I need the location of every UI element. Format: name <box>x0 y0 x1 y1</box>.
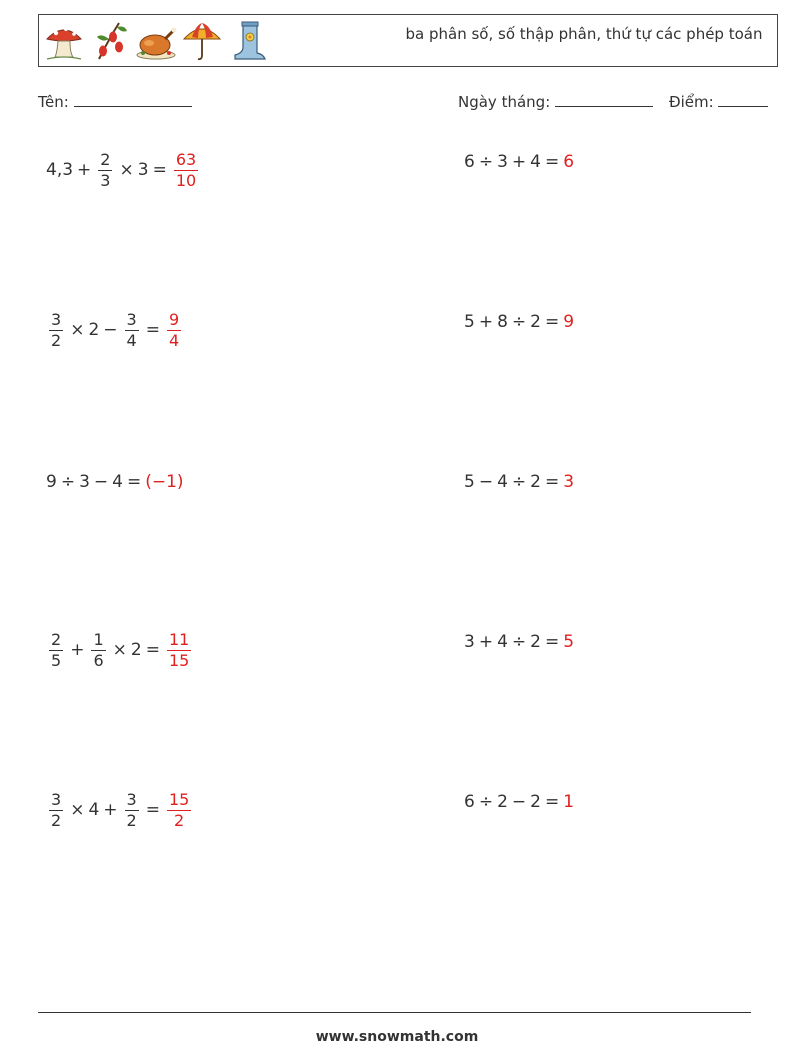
problem-6 <box>464 452 574 512</box>
name-blank[interactable] <box>74 92 192 107</box>
umbrella-icon <box>181 19 223 63</box>
score-field <box>669 92 768 111</box>
denominator: 6 <box>93 650 104 670</box>
problem-2 <box>464 132 574 192</box>
equals-sign: = <box>544 632 560 652</box>
numerator: 9 <box>168 309 180 329</box>
answer <box>174 150 198 191</box>
mushroom-icon <box>43 19 85 63</box>
problem-5 <box>46 452 184 512</box>
denominator: 4 <box>126 330 137 350</box>
number: 5 <box>464 472 475 492</box>
problem-10 <box>464 772 574 832</box>
equals-sign: = <box>544 472 560 492</box>
answer: 3 <box>563 472 575 492</box>
number: 2 <box>130 640 142 660</box>
problem-7 <box>46 620 194 680</box>
answer: 5 <box>563 632 575 652</box>
numerator: 15 <box>168 789 190 809</box>
number: 2 <box>88 320 100 340</box>
number: 4 <box>530 152 541 172</box>
fraction <box>49 310 63 351</box>
equals-sign: = <box>145 640 160 660</box>
rosehip-branch-icon <box>89 19 131 63</box>
denominator: 15 <box>168 650 190 670</box>
numerator: 1 <box>93 629 104 649</box>
answer: 1 <box>563 792 575 812</box>
problem-4 <box>464 292 574 352</box>
numerator: 11 <box>168 629 190 649</box>
number: 9 <box>46 472 57 492</box>
equals-sign: = <box>152 160 167 180</box>
footer-site-link[interactable]: www.snowmath.com <box>315 1029 479 1045</box>
operator: × <box>70 320 85 340</box>
number: 4 <box>88 800 100 820</box>
answer: 6 <box>563 152 575 172</box>
problem-8 <box>464 612 574 672</box>
number: 4 <box>112 472 123 492</box>
denominator: 4 <box>168 330 180 350</box>
numerator: 3 <box>126 309 137 329</box>
number: 2 <box>530 792 541 812</box>
problem-9 <box>46 780 194 840</box>
operator: × <box>112 640 127 660</box>
operator: + <box>478 312 494 332</box>
numerator: 63 <box>175 149 197 169</box>
name-label: Tên: <box>38 93 69 111</box>
denominator: 10 <box>175 170 197 190</box>
fraction <box>49 630 63 671</box>
operator: + <box>511 152 527 172</box>
date-label: Ngày tháng: <box>458 93 551 111</box>
fraction <box>91 630 105 671</box>
number: 5 <box>464 312 475 332</box>
number: 4,3 <box>46 160 74 180</box>
operator: ÷ <box>511 312 527 332</box>
problem-1 <box>46 140 201 200</box>
numerator: 3 <box>51 309 62 329</box>
header-icons <box>43 19 269 63</box>
denominator: 2 <box>126 810 137 830</box>
roast-chicken-icon <box>135 19 177 63</box>
operator: ÷ <box>478 152 494 172</box>
number: 8 <box>497 312 508 332</box>
number: 3 <box>497 152 508 172</box>
number: 4 <box>497 632 508 652</box>
operator: + <box>103 800 118 820</box>
fraction <box>125 310 139 351</box>
number: 3 <box>79 472 90 492</box>
operator: + <box>478 632 494 652</box>
equals-sign: = <box>145 800 160 820</box>
operator: × <box>70 800 85 820</box>
fraction <box>98 150 112 191</box>
rain-boot-icon <box>227 19 269 63</box>
fraction <box>49 790 63 831</box>
number: 3 <box>464 632 475 652</box>
operator: + <box>77 160 92 180</box>
date-blank[interactable] <box>555 92 653 107</box>
score-label: Điểm: <box>669 93 714 111</box>
denominator: 5 <box>51 650 62 670</box>
operator: − <box>93 472 109 492</box>
numerator: 3 <box>51 789 62 809</box>
fraction <box>125 790 139 831</box>
number: 3 <box>137 160 149 180</box>
operator: ÷ <box>511 472 527 492</box>
equals-sign: = <box>544 792 560 812</box>
operator: − <box>103 320 118 340</box>
operator: + <box>70 640 85 660</box>
footer-divider <box>38 1012 751 1013</box>
answer <box>167 310 181 351</box>
worksheet-header <box>38 14 778 67</box>
numerator: 2 <box>51 629 62 649</box>
operator: ÷ <box>478 792 494 812</box>
answer <box>167 790 191 831</box>
problem-3 <box>46 300 184 360</box>
worksheet-title: ba phân số, số thập phân, thứ tự các phép toán <box>405 25 763 43</box>
operator: ÷ <box>511 632 527 652</box>
operator: − <box>511 792 527 812</box>
equals-sign: = <box>544 152 560 172</box>
number: 4 <box>497 472 508 492</box>
number: 2 <box>530 312 541 332</box>
denominator: 3 <box>100 170 111 190</box>
equals-sign: = <box>544 312 560 332</box>
numerator: 2 <box>100 149 111 169</box>
answer: 9 <box>563 312 575 332</box>
equals-sign: = <box>145 320 160 340</box>
operator: − <box>478 472 494 492</box>
denominator: 2 <box>174 810 185 830</box>
answer <box>167 630 191 671</box>
denominator: 2 <box>51 330 62 350</box>
date-field <box>458 92 653 111</box>
name-field <box>38 92 192 111</box>
answer: (−1) <box>145 472 184 492</box>
number: 2 <box>530 472 541 492</box>
number: 6 <box>464 152 475 172</box>
equals-sign: = <box>126 472 142 492</box>
operator: ÷ <box>60 472 76 492</box>
score-blank[interactable] <box>718 92 768 107</box>
number: 6 <box>464 792 475 812</box>
denominator: 2 <box>51 810 62 830</box>
number: 2 <box>497 792 508 812</box>
numerator: 3 <box>126 789 137 809</box>
number: 2 <box>530 632 541 652</box>
operator: × <box>119 160 134 180</box>
